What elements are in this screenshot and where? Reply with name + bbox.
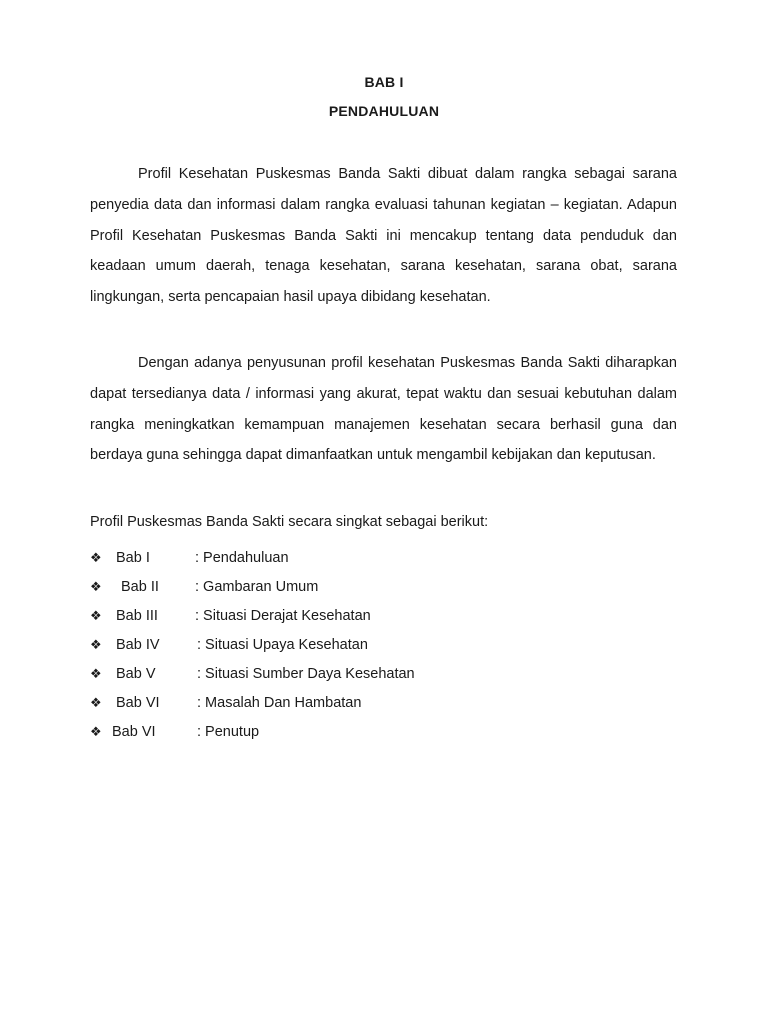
chapter-number: Bab I: [116, 550, 150, 566]
chapter-number: Bab III: [116, 608, 158, 624]
chapter-number: Bab VI: [112, 724, 156, 740]
chapter-description: : Pendahuluan: [195, 550, 289, 566]
chapter-title: PENDAHULUAN: [328, 103, 440, 119]
paragraph-1: [90, 159, 677, 313]
chapter-description: : Penutup: [197, 724, 260, 740]
list-item: [90, 635, 510, 664]
diamond-bullet-icon: ❖: [90, 637, 102, 652]
chapter-number: Bab VI: [116, 695, 160, 711]
chapter-description: : Masalah Dan Hambatan: [197, 695, 362, 711]
chapter-description: : Situasi Derajat Kesehatan: [195, 608, 371, 624]
chapter-number: Bab II: [121, 579, 159, 595]
list-item: [90, 548, 510, 577]
chapter-description: : Situasi Upaya Kesehatan: [197, 637, 368, 653]
diamond-bullet-icon: ❖: [90, 608, 102, 623]
diamond-bullet-icon: ❖: [90, 550, 102, 565]
list-item: [90, 693, 510, 722]
paragraph-2: [90, 348, 677, 471]
diamond-bullet-icon: ❖: [90, 695, 102, 710]
diamond-bullet-icon: ❖: [90, 724, 102, 739]
paragraph-text: Dengan adanya penyusunan profil kesehatan Puskesmas Banda Sakti diharapkan dapat tersedianya data / informasi yang akurat, tepat waktu dan sesuai kebutuhan dalam rangka meningkatkan kemampuan manajemen kesehatan secara berhasil guna dan berdaya guna sehingga dapat dimanfaatkan untuk mengambil kebijakan dan keputusan.: [90, 355, 677, 464]
diamond-bullet-icon: ❖: [90, 579, 102, 594]
list-item: [90, 577, 510, 606]
chapter-number: Bab IV: [116, 637, 160, 653]
chapter-label: BAB I: [364, 74, 404, 90]
chapter-list: [90, 548, 510, 751]
chapter-description: : Situasi Sumber Daya Kesehatan: [197, 666, 415, 682]
paragraph-text: Profil Kesehatan Puskesmas Banda Sakti dibuat dalam rangka sebagai sarana penyedia data dan informasi dalam rangka evaluasi tahunan kegiatan – kegiatan. Adapun Profil Kesehatan Puskesmas Banda Sakti ini mencakup tentang data penduduk dan keadaan umum daerah, tenaga kesehatan, sarana kesehatan, sarana obat, sarana lingkungan, serta pencapaian hasil upaya dibidang kesehatan.: [90, 166, 677, 306]
list-item: [90, 722, 510, 751]
chapter-description: : Gambaran Umum: [195, 579, 319, 595]
list-intro: Profil Puskesmas Banda Sakti secara singkat sebagai berikut:: [90, 514, 489, 530]
list-item: [90, 664, 510, 693]
chapter-number: Bab V: [116, 666, 156, 682]
diamond-bullet-icon: ❖: [90, 666, 102, 681]
list-item: [90, 606, 510, 635]
